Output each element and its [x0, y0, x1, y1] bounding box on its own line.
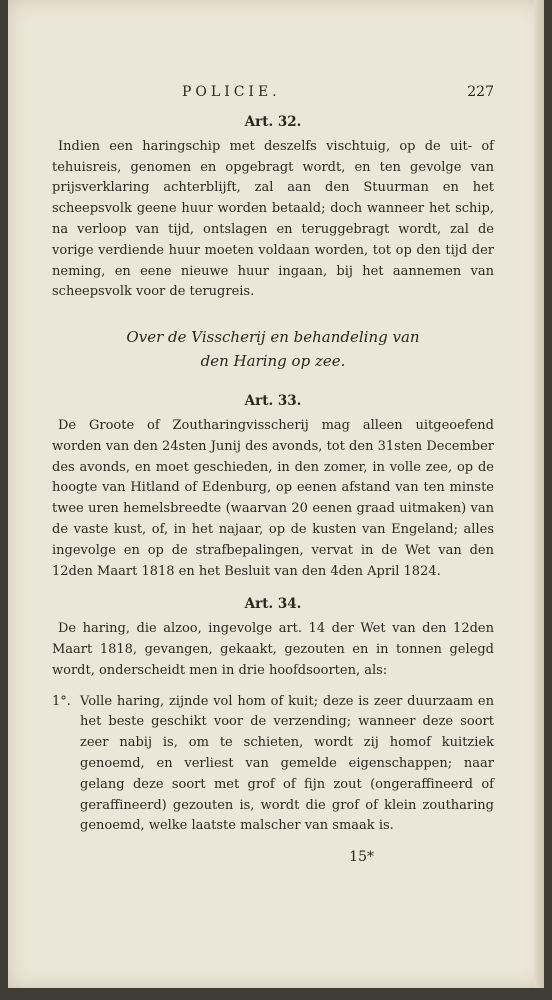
book-page [8, 0, 544, 988]
page-gutter [534, 0, 544, 988]
running-header [52, 82, 494, 108]
article-paragraph: De Groote of Zoutharingvisscherij mag alleen uitgeoefend worden van den 24sten Junij des avonds, tot den 31sten December des avonds, en moet geschieden, in den zomer, in volle zee, op de hoogte van Hitland of Edenburg, op eenen afstand van ten minste twee uren hemelsbreedte (waarvan 20 eenen graad uitmaken) van de vaste kust, of, in het najaar, op de kusten van Engeland; alles ingevolge en op de strafbepalingen, vervat in de Wet van den 12den Maart 1818 en het Besluit van den 4den April 1824. [52, 417, 494, 579]
article-paragraph: Indien een haringschip met deszelfs vischtuig, op de uit- of tehuisreis, genomen en opgebragt wordt, en ten gevolge van prijsverklaring achterblijft, zal aan den Stuurman en het scheepsvolk geene huur worden betaald; doch wanneer het schip, na verloop van tijd, ontslagen en teruggebragt wordt, zal de vorige verdiende huur moeten voldaan worden, tot op den tijd der neming, en eene nieuwe huur ingaan, bij het aannemen van scheepsvolk voor de terugreis. [52, 138, 494, 300]
page-number: 227 [467, 84, 494, 100]
list-item [52, 692, 494, 838]
page-text [52, 82, 494, 868]
article-paragraph: De haring, die alzoo, ingevolge art. 14 der Wet van den 12den Maart 1818, gevangen, gekaakt, gezouten en in tonnen gelegd wordt, onderscheidt men in drie hoofdsoorten, als: [52, 621, 494, 678]
article-heading: Art. 34. [244, 596, 302, 613]
article-heading: Art. 32. [244, 114, 302, 130]
list-item-label: 1°. [52, 693, 71, 709]
section-title [52, 325, 494, 373]
list-item-text: Volle haring, zijnde vol hom of kuit; deze is zeer duurzaam en het beste geschikt voor de verzending; wanneer deze soort zeer nabij is, om te schieten, wordt zij homof kuitziek genoemd, en verliest van gemelde eigenschappen; naar gelang deze soort met grof of fijn zout (ongeraffineerd of geraffineerd) gezouten is, wordt die grof of klein zoutharing genoemd, welke laatste malscher van smaak is. [80, 693, 494, 834]
section-title-line: Over de Visscherij en behandeling van [126, 328, 420, 347]
section-title-line: den Haring op zee. [200, 352, 346, 371]
signature-mark: 15* [349, 849, 374, 866]
running-title: POLICIE. [182, 84, 281, 100]
article-heading: Art. 33. [244, 393, 302, 410]
